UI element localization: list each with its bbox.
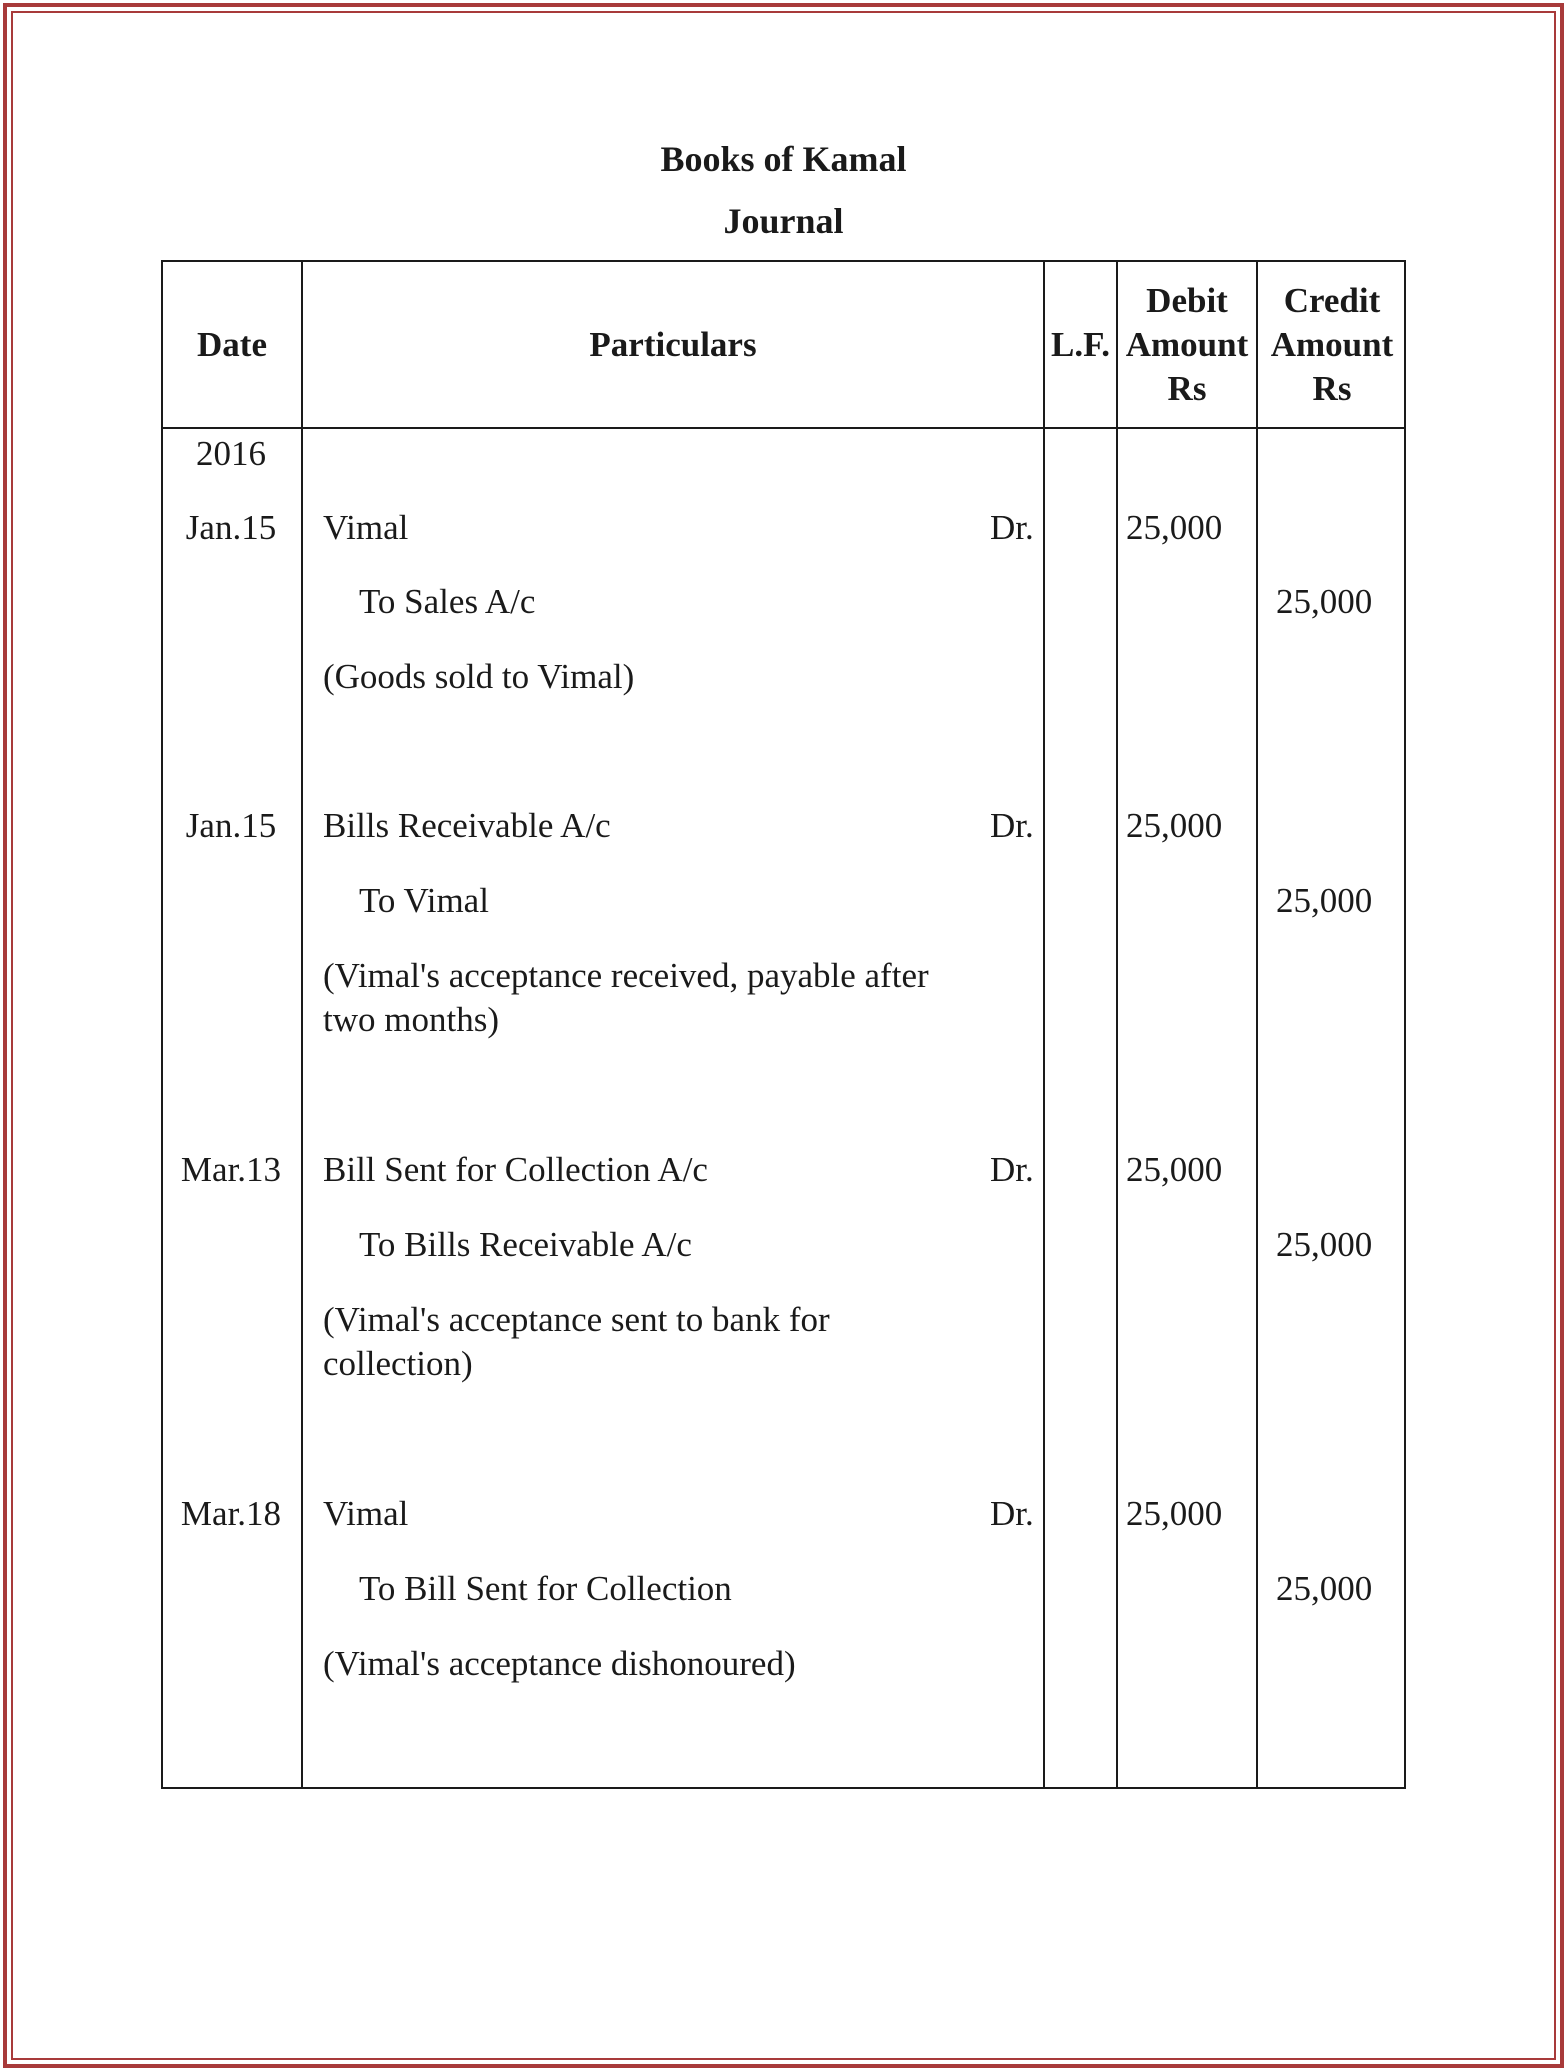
- entry-date: Jan.15: [185, 806, 277, 845]
- date-header: [163, 262, 301, 427]
- entry-debit-amount: 25,000: [1126, 508, 1223, 547]
- entry-debit-account: Bills Receivable A/c: [323, 806, 611, 845]
- entry-narration: (Goods sold to Vimal): [323, 657, 635, 696]
- debit-header-line: Amount: [1125, 324, 1249, 364]
- entry-date: Mar.18: [180, 1494, 282, 1533]
- entry-credit-amount: 25,000: [1276, 582, 1373, 621]
- entry-credit-account: To Bills Receivable A/c: [359, 1225, 692, 1264]
- entry-credit-amount: 25,000: [1276, 881, 1373, 920]
- entry-narration: (Vimal's acceptance received, payable after two months): [323, 956, 929, 1039]
- debit-header: [1118, 262, 1256, 427]
- entry-credit-account: To Sales A/c: [359, 582, 536, 621]
- book-title: Books of Kamal: [660, 139, 907, 179]
- column-divider: [301, 262, 303, 1787]
- entry-dr-marker: Dr.: [990, 508, 1034, 547]
- entry-debit-account: Vimal: [323, 508, 409, 547]
- journal-table: [161, 260, 1406, 1789]
- entry-debit-account: Bill Sent for Collection A/c: [323, 1150, 708, 1189]
- credit-header-line: Credit: [1283, 280, 1381, 320]
- entry-narration: (Vimal's acceptance sent to bank for collection): [323, 1300, 830, 1383]
- header-divider: [163, 427, 1404, 429]
- year-label: 2016: [196, 434, 266, 473]
- credit-header: [1258, 262, 1406, 427]
- column-divider: [1116, 262, 1118, 1787]
- entry-debit-amount: 25,000: [1126, 806, 1223, 845]
- entry-debit-amount: 25,000: [1126, 1494, 1223, 1533]
- entry-date: Mar.13: [180, 1150, 282, 1189]
- particulars-header-label: Particulars: [589, 324, 757, 364]
- column-divider: [1043, 262, 1045, 1787]
- debit-header-line: Rs: [1167, 368, 1207, 408]
- credit-header-line: Amount: [1270, 324, 1394, 364]
- credit-header-line: Rs: [1312, 368, 1352, 408]
- debit-header-line: Debit: [1146, 280, 1228, 320]
- entry-credit-amount: 25,000: [1276, 1569, 1373, 1608]
- entry-dr-marker: Dr.: [990, 1494, 1034, 1533]
- entry-credit-account: To Vimal: [359, 881, 489, 920]
- journal-title: Journal: [723, 201, 844, 241]
- entry-dr-marker: Dr.: [990, 806, 1034, 845]
- entry-debit-amount: 25,000: [1126, 1150, 1223, 1189]
- entry-credit-amount: 25,000: [1276, 1225, 1373, 1264]
- column-divider: [1256, 262, 1258, 1787]
- entry-narration: (Vimal's acceptance dishonoured): [323, 1644, 796, 1683]
- particulars-header: [303, 262, 1043, 427]
- entry-credit-account: To Bill Sent for Collection: [359, 1569, 732, 1608]
- lf-header: [1043, 262, 1118, 427]
- lf-header-label: L.F.: [1050, 324, 1110, 364]
- entry-debit-account: Vimal: [323, 1494, 409, 1533]
- date-header-label: Date: [197, 324, 267, 364]
- entry-date: Jan.15: [185, 508, 277, 547]
- entry-dr-marker: Dr.: [990, 1150, 1034, 1189]
